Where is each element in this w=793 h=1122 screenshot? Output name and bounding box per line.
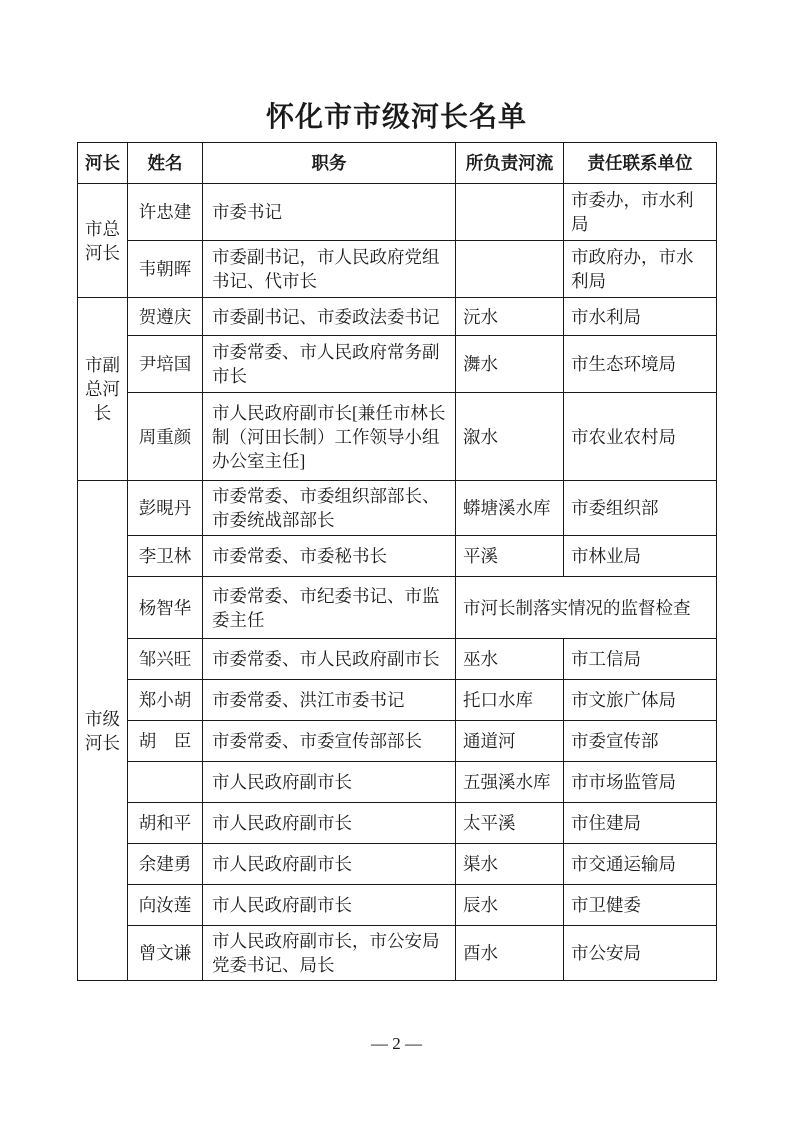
position-cell: 市委副书记、市委政法委书记 (203, 298, 456, 336)
unit-cell: 市委办，市水利局 (564, 184, 717, 241)
table-row (78, 721, 717, 762)
river-cell (456, 241, 564, 298)
name-cell: 尹培国 (128, 336, 203, 393)
river-cell: 辰水 (456, 885, 564, 926)
page-number: — 2 — (371, 1034, 422, 1053)
river-cell: 渠水 (456, 844, 564, 885)
name-cell: 周重颜 (128, 393, 203, 481)
unit-cell: 市农业农村局 (564, 393, 717, 481)
unit-cell: 市林业局 (564, 536, 717, 577)
position-cell: 市委副书记，市人民政府党组书记、代市长 (203, 241, 456, 298)
position-cell: 市人民政府副市长，市公安局党委书记、局长 (203, 926, 456, 981)
river-chief-table (77, 142, 717, 981)
group-label-deputy-chief: 市副总河长 (78, 298, 128, 481)
supervision-note-cell: 市河长制落实情况的监督检查 (456, 577, 717, 639)
position-cell: 市委常委、市人民政府副市长 (203, 639, 456, 680)
position-cell: 市委常委、市人民政府常务副市长 (203, 336, 456, 393)
table-row (78, 241, 717, 298)
position-cell: 市人民政府副市长 (203, 803, 456, 844)
position-cell: 市人民政府副市长 (203, 844, 456, 885)
table-row (78, 298, 717, 336)
unit-cell: 市交通运输局 (564, 844, 717, 885)
river-cell: 蟒塘溪水库 (456, 481, 564, 536)
name-cell: 李卫林 (128, 536, 203, 577)
table-row (78, 184, 717, 241)
river-cell: 通道河 (456, 721, 564, 762)
position-cell: 市委常委、市纪委书记、市监委主任 (203, 577, 456, 639)
unit-cell: 市委组织部 (564, 481, 717, 536)
position-cell: 市人民政府副市长 (203, 762, 456, 803)
position-cell: 市委常委、市委组织部部长、市委统战部部长 (203, 481, 456, 536)
name-cell: 邹兴旺 (128, 639, 203, 680)
table-row (78, 926, 717, 981)
name-cell: 向汝莲 (128, 885, 203, 926)
table-row (78, 577, 717, 639)
name-cell (128, 762, 203, 803)
header-chief: 河长 (78, 143, 128, 184)
table-row (78, 639, 717, 680)
river-cell: 溆水 (456, 393, 564, 481)
name-cell: 贺遵庆 (128, 298, 203, 336)
unit-cell: 市政府办，市水利局 (564, 241, 717, 298)
table-row (78, 393, 717, 481)
table-row (78, 481, 717, 536)
name-cell: 杨智华 (128, 577, 203, 639)
river-cell: 平溪 (456, 536, 564, 577)
name-cell: 胡 臣 (128, 721, 203, 762)
name-cell: 胡和平 (128, 803, 203, 844)
table-row (78, 803, 717, 844)
header-unit: 责任联系单位 (564, 143, 717, 184)
table-row (78, 762, 717, 803)
name-cell: 韦朝晖 (128, 241, 203, 298)
unit-cell: 市水利局 (564, 298, 717, 336)
name-cell: 许忠建 (128, 184, 203, 241)
river-cell: 太平溪 (456, 803, 564, 844)
unit-cell: 市文旅广体局 (564, 680, 717, 721)
position-cell: 市委常委、市委宣传部部长 (203, 721, 456, 762)
table-row (78, 680, 717, 721)
name-cell: 余建勇 (128, 844, 203, 885)
unit-cell: 市公安局 (564, 926, 717, 981)
river-cell: 巫水 (456, 639, 564, 680)
position-cell: 市委常委、洪江市委书记 (203, 680, 456, 721)
river-cell: 㵲水 (456, 336, 564, 393)
unit-cell: 市卫健委 (564, 885, 717, 926)
position-cell: 市人民政府副市长[兼任市林长制（河田长制）工作领导小组办公室主任] (203, 393, 456, 481)
table-row (78, 885, 717, 926)
table-row (78, 336, 717, 393)
river-cell (456, 184, 564, 241)
header-river: 所负责河流 (456, 143, 564, 184)
position-cell: 市人民政府副市长 (203, 885, 456, 926)
table-header-row (78, 143, 717, 184)
page-title: 怀化市市级河长名单 (265, 102, 527, 133)
position-cell: 市委书记 (203, 184, 456, 241)
name-cell: 曾文谦 (128, 926, 203, 981)
unit-cell: 市住建局 (564, 803, 717, 844)
river-cell: 托口水库 (456, 680, 564, 721)
river-cell: 沅水 (456, 298, 564, 336)
unit-cell: 市工信局 (564, 639, 717, 680)
unit-cell: 市市场监管局 (564, 762, 717, 803)
name-cell: 彭晛丹 (128, 481, 203, 536)
name-cell: 郑小胡 (128, 680, 203, 721)
group-label-municipal: 市级河长 (78, 481, 128, 981)
header-name: 姓名 (128, 143, 203, 184)
position-cell: 市委常委、市委秘书长 (203, 536, 456, 577)
table-row (78, 536, 717, 577)
unit-cell: 市生态环境局 (564, 336, 717, 393)
table-row (78, 844, 717, 885)
river-cell: 五强溪水库 (456, 762, 564, 803)
header-position: 职务 (203, 143, 456, 184)
group-label-chief: 市总河长 (78, 184, 128, 298)
unit-cell: 市委宣传部 (564, 721, 717, 762)
river-cell: 酉水 (456, 926, 564, 981)
